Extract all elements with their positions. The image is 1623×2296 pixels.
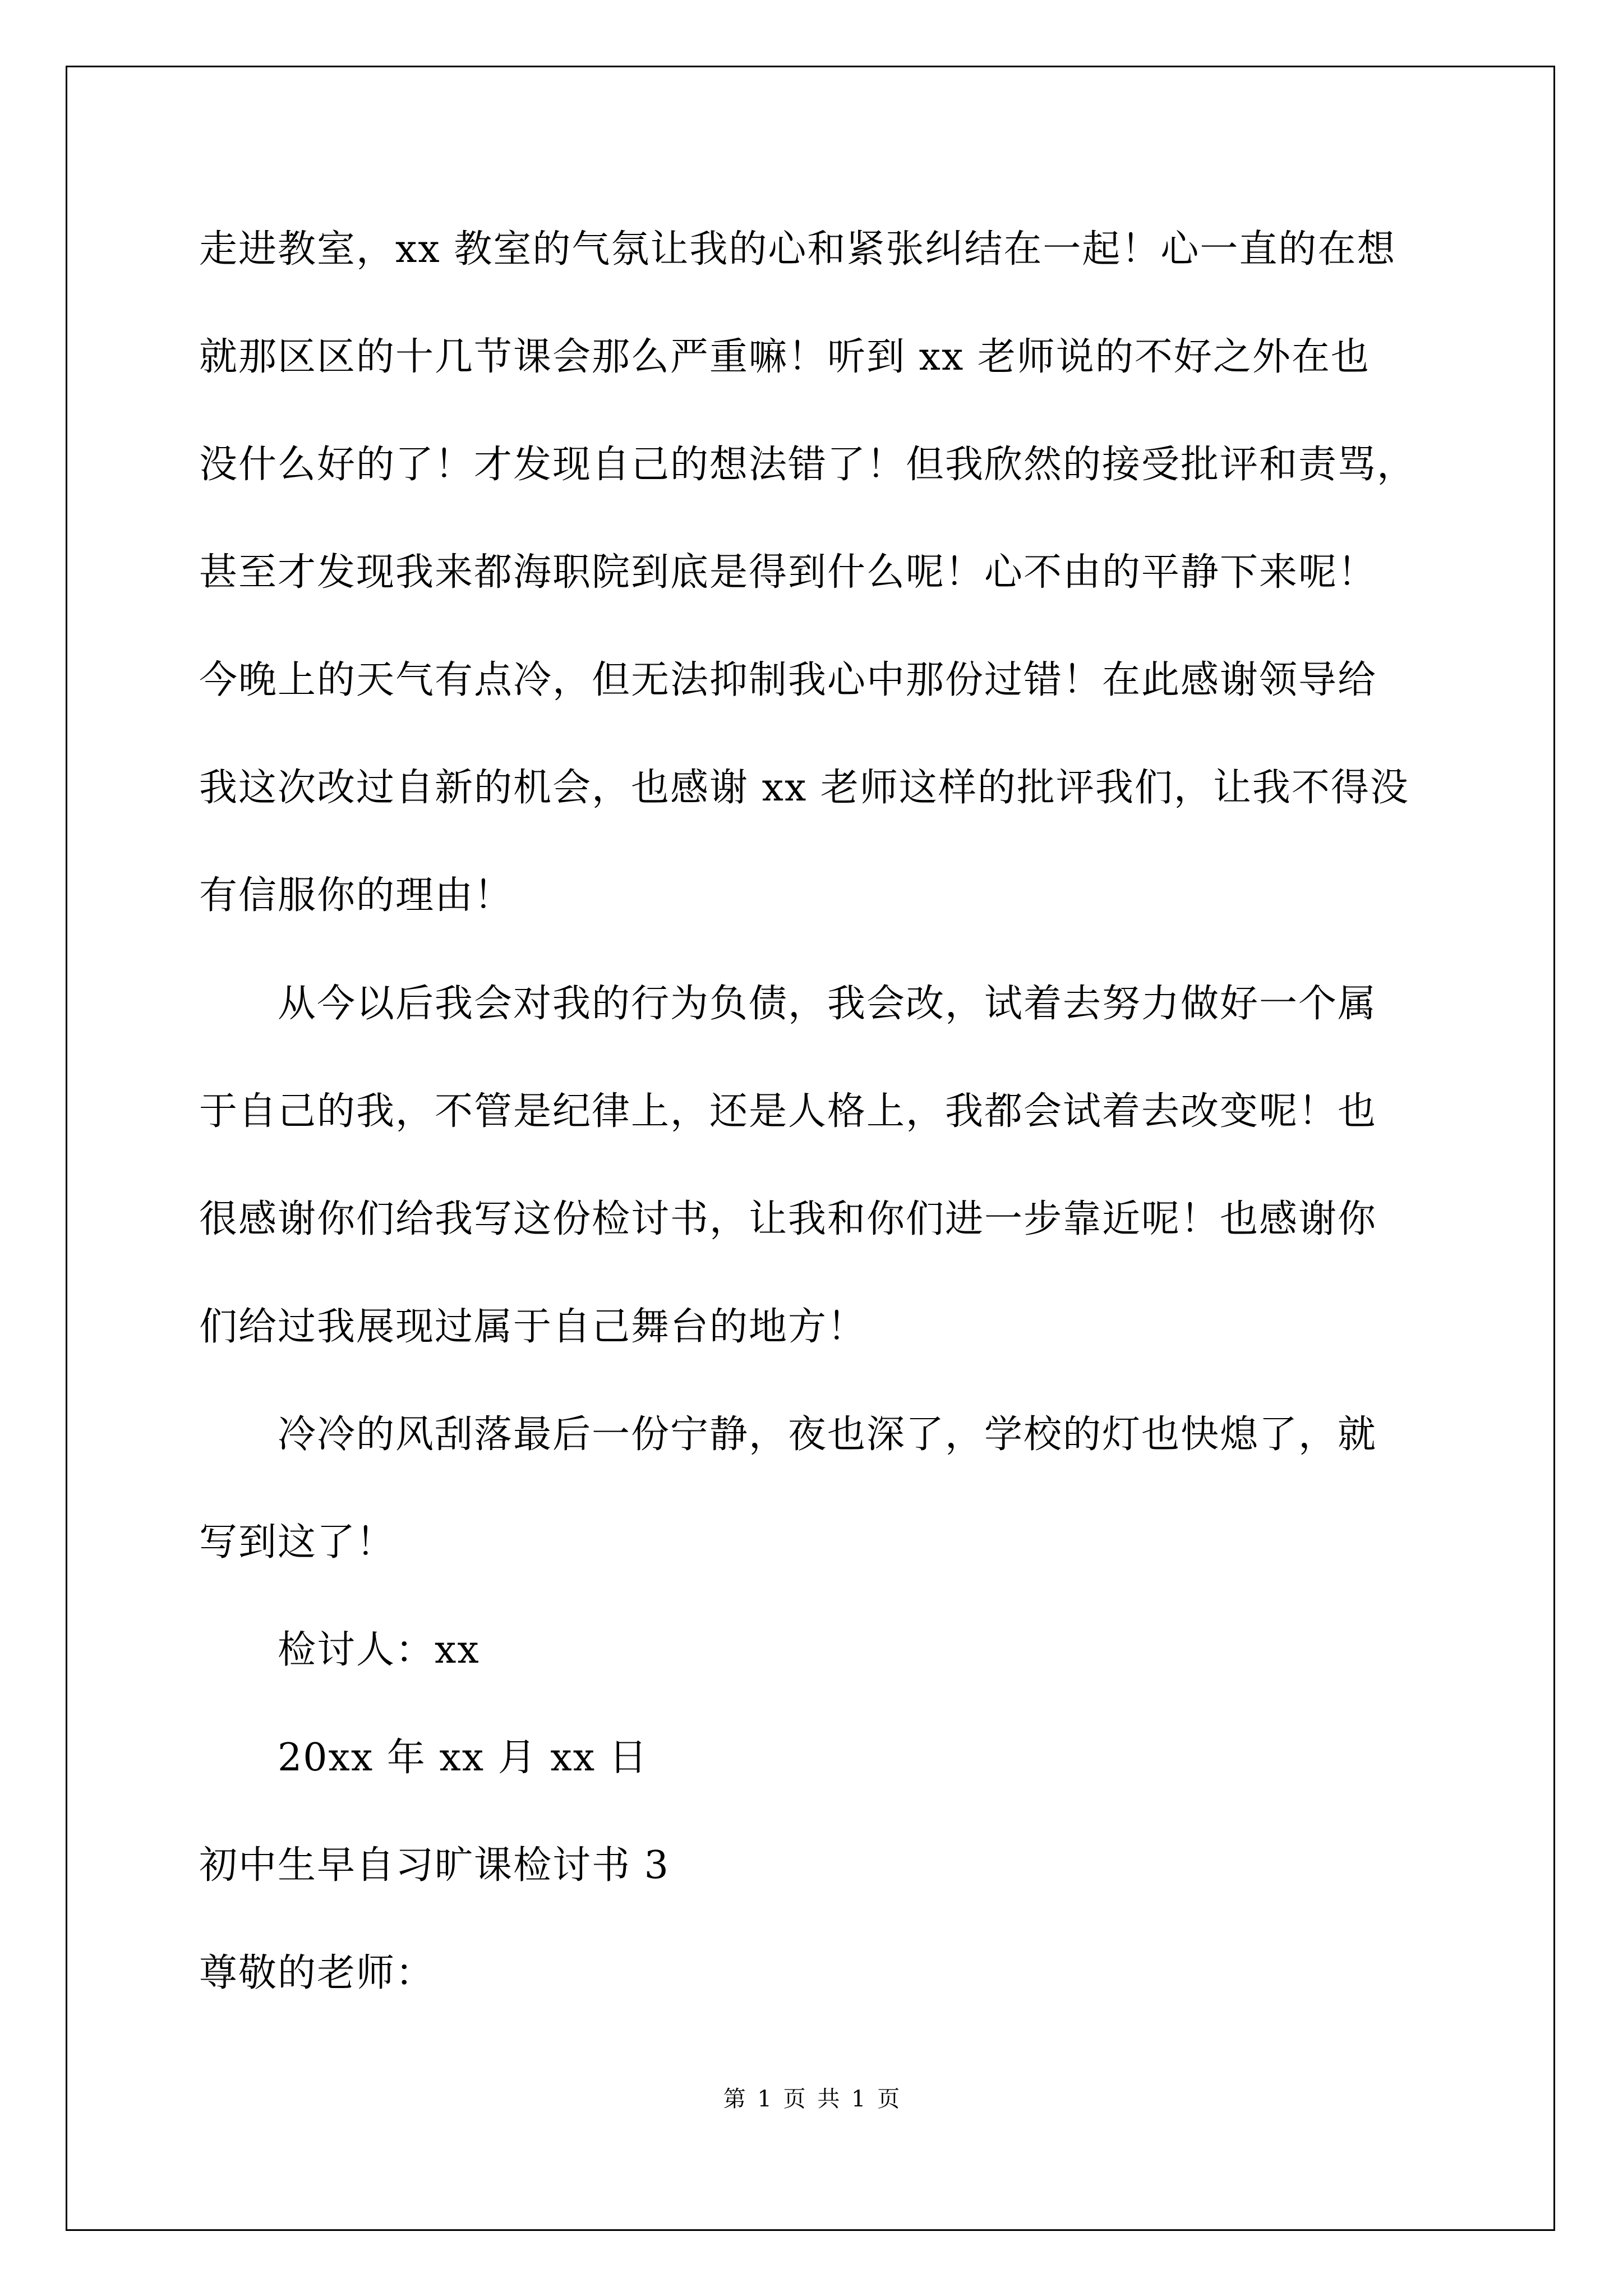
- salutation: 尊敬的老师：: [199, 1951, 435, 1995]
- body-line: 们给过我展现过属于自己舞台的地方！: [199, 1305, 867, 1349]
- body-line: 走进教室，xx 教室的气氛让我的心和紧张纠结在一起！心一直的在想: [199, 227, 1396, 272]
- body-line: 今晚上的天气有点冷，但无法抑制我心中那份过错！在此感谢领导给: [199, 658, 1377, 702]
- body-line: 有信服你的理由！: [199, 873, 514, 918]
- body-line: 写到这了！: [199, 1520, 396, 1565]
- body-line: 没什么好的了！才发现自己的想法错了！但我欣然的接受批评和责骂，: [199, 443, 1417, 487]
- page-border: [66, 66, 1555, 2231]
- body-line: 很感谢你们给我写这份检讨书，让我和你们进一步靠近呢！也感谢你: [199, 1197, 1377, 1241]
- body-line: 我这次改过自新的机会，也感谢 xx 老师这样的批评我们，让我不得没: [199, 766, 1409, 810]
- section-title: 初中生早自习旷课检讨书 3: [199, 1843, 670, 1888]
- body-line: 就那区区的十几节课会那么严重嘛！听到 xx 老师说的不好之外在也: [199, 335, 1370, 379]
- signature-line: 检讨人：xx: [278, 1628, 480, 1672]
- body-line: 于自己的我，不管是纪律上，还是人格上，我都会试着去改变呢！也: [199, 1089, 1377, 1134]
- body-line: 甚至才发现我来都海职院到底是得到什么呢！心不由的平静下来呢！: [199, 550, 1377, 595]
- paragraph-line: 从今以后我会对我的行为负债，我会改，试着去努力做好一个属: [278, 982, 1377, 1026]
- date-line: 20xx 年 xx 月 xx 日: [278, 1736, 648, 1780]
- page-footer: 第 1 页 共 1 页: [723, 2086, 900, 2112]
- paragraph-line: 冷冷的风刮落最后一份宁静，夜也深了，学校的灯也快熄了，就: [278, 1412, 1377, 1457]
